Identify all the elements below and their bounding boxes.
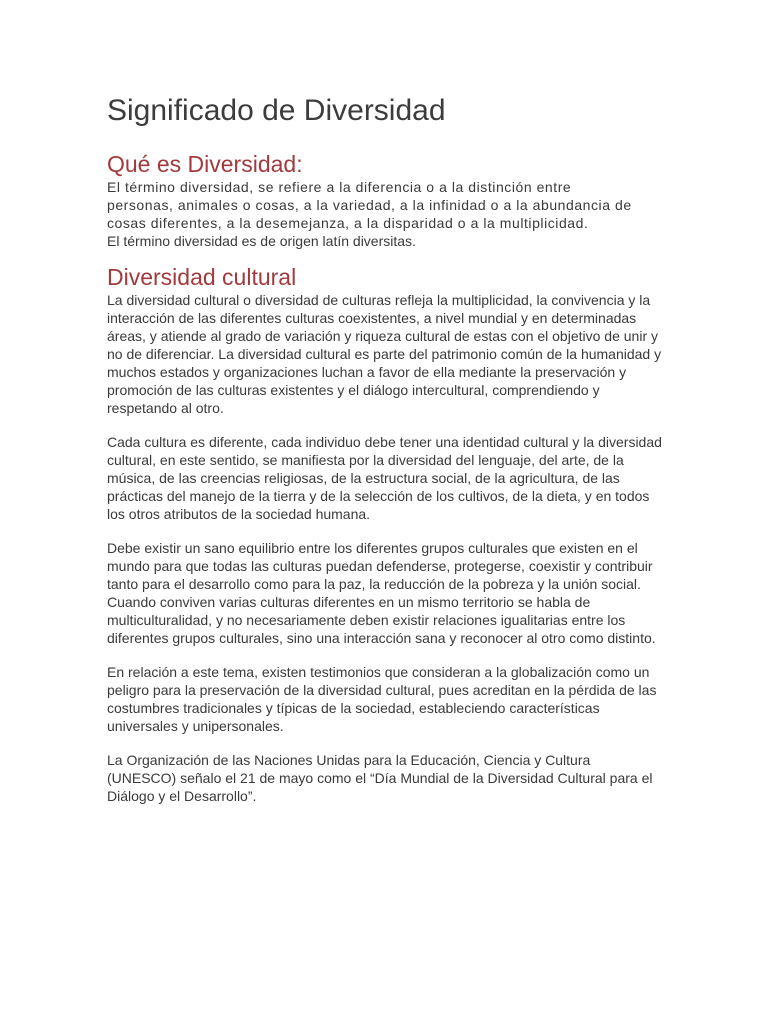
paragraph-1: La diversidad cultural o diversidad de culturas refleja la multiplicidad, la convivencia y la interacción de las diferentes culturas coexistentes, a nivel mundial y en determinadas áreas, y atiende al grado de variación y riqueza cultural de estas con el objetivo de unir y no de diferenciar. La diversidad cultural es parte del patrimonio común de la humanidad y muchos estados y organizaciones luchan a favor de ella mediante la preservación y promoción de las culturas existentes y el diálogo intercultural, comprendiendo y respetando al otro. (107, 292, 662, 416)
origin-line: El término diversidad es de origen latín diversitas. (107, 233, 416, 249)
definition-line-3: cosas diferentes, a la desemejanza, a la disparidad o a la multiplicidad. (107, 215, 589, 231)
page-title: Significado de Diversidad (107, 94, 446, 127)
section-heading-que-es: Qué es Diversidad: (107, 151, 303, 177)
definition-line-2: personas, animales o cosas, a la variedad, a la infinidad o a la abundancia de (107, 197, 632, 213)
definition-line-1: El término diversidad, se refiere a la diferencia o a la distinción entre (107, 179, 572, 195)
section-heading-diversidad-cultural: Diversidad cultural (107, 264, 297, 290)
paragraph-3: Debe existir un sano equilibrio entre los diferentes grupos culturales que existen en el mundo para que todas las culturas puedan defenderse, protegerse, coexistir y contribuir tanto para el desarrollo como para la paz, la reducción de la pobreza y la unión social. Cuando conviven varias culturas diferentes en un mismo territorio se habla de multiculturalidad, y no necesariamente deben existir relaciones igualitarias entre los diferentes grupos culturales, sino una interacción sana y reconocer al otro como distinto. (107, 540, 656, 646)
paragraph-2: Cada cultura es diferente, cada individuo debe tener una identidad cultural y la diversidad cultural, en este sentido, se manifiesta por la diversidad del lenguaje, del arte, de la música, de las creencias religiosas, de la estructura social, de la agricultura, de las prácticas del manejo de la tierra y de la selección de los cultivos, de la dieta, y en todos los otros atributos de la sociedad humana. (107, 434, 662, 522)
paragraph-5: La Organización de las Naciones Unidas para la Educación, Ciencia y Cultura (UNESCO) señalo el 21 de mayo como el “Día Mundial de la Diversidad Cultural para el Diálogo y el Desarrollo”. (107, 752, 653, 804)
paragraph-4: En relación a este tema, existen testimonios que consideran a la globalización como un peligro para la preservación de la diversidad cultural, pues acreditan en la pérdida de las costumbres tradicionales y típicas de la sociedad, estableciendo características universales y unipersonales. (107, 664, 657, 734)
document-page (107, 92, 663, 805)
